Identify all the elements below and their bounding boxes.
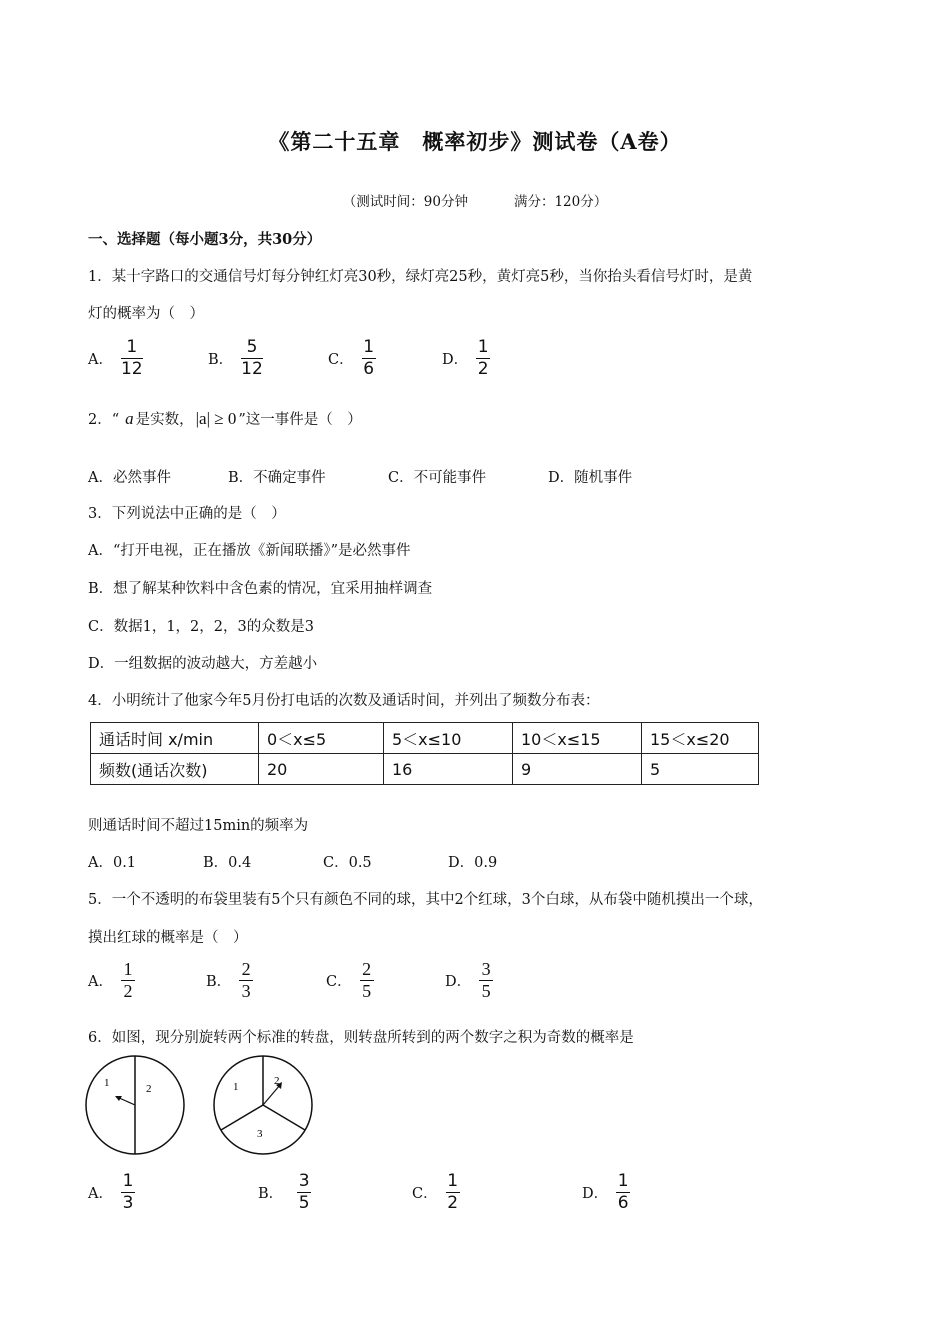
q6-option-a: A． $\frac{1}{3}$ bbox=[88, 1171, 134, 1213]
q3-option-b: B．想了解某种饮料中含色素的情况，宜采用抽样调查 bbox=[88, 581, 433, 597]
q1-option-b: B． $\frac{5}{12}$ bbox=[208, 337, 263, 379]
q3-option-a: A．“打开电视，正在播放《新闻联播》”是必然事件 bbox=[88, 543, 411, 559]
table-row bbox=[91, 723, 759, 754]
fraction: $\frac{1}{3}$ bbox=[122, 1171, 134, 1213]
table-cell: 频数(通话次数) bbox=[91, 754, 259, 785]
q6-option-b: B． $\frac{3}{5}$ bbox=[258, 1171, 310, 1213]
frequency-table bbox=[90, 722, 759, 785]
q5-option-d: D． $\frac{3}{5}$ bbox=[445, 960, 493, 1001]
spinner-two-sections bbox=[86, 1056, 184, 1154]
spinner2-label-2: 2 bbox=[274, 1075, 280, 1087]
table-cell: 10＜x≤15 bbox=[513, 723, 642, 754]
fraction: $\frac{1}{2}$ bbox=[121, 960, 135, 1001]
fraction: $\frac{2}{3}$ bbox=[239, 960, 253, 1001]
q4-stem: 4．小明统计了他家今年5月份打电话的次数及通话时间，并列出了频数分布表： bbox=[88, 693, 600, 709]
spinner1-label-1: 1 bbox=[104, 1077, 110, 1089]
q1-option-d: D． $\frac{1}{2}$ bbox=[442, 337, 489, 379]
q4-option-a: A．0.1 bbox=[88, 855, 137, 871]
section-heading: 一、选择题（每小题3分，共30分） bbox=[88, 231, 322, 248]
q5-option-b: B． $\frac{2}{3}$ bbox=[206, 960, 253, 1001]
spinner2-label-3: 3 bbox=[257, 1128, 263, 1140]
spinner-three-sections bbox=[214, 1056, 312, 1154]
q6-option-c: C． $\frac{1}{2}$ bbox=[412, 1171, 459, 1213]
q2-option-d: D．随机事件 bbox=[548, 470, 633, 486]
q3-stem: 3．下列说法中正确的是（ ） bbox=[88, 506, 286, 522]
q1-stem-line1: 1．某十字路口的交通信号灯每分钟红灯亮30秒，绿灯亮25秒，黄灯亮5秒，当你抬头看信号灯时，是黄 bbox=[88, 269, 753, 285]
q2-option-c: C．不可能事件 bbox=[388, 470, 487, 486]
q2-option-a: A．必然事件 bbox=[88, 470, 171, 486]
q1-option-a: A． $\frac{1}{12}$ bbox=[88, 337, 143, 379]
table-cell: 9 bbox=[513, 754, 642, 785]
fraction: $\frac{3}{5}$ bbox=[479, 960, 493, 1001]
test-time: （测试时间：90分钟 bbox=[342, 194, 468, 210]
q4-option-c: C．0.5 bbox=[323, 855, 372, 871]
fraction: $\frac{1}{2}$ bbox=[447, 1171, 459, 1213]
fraction: $\frac{5}{12}$ bbox=[241, 337, 263, 379]
q2-option-b: B．不确定事件 bbox=[228, 470, 326, 486]
fraction: $\frac{2}{5}$ bbox=[360, 960, 374, 1001]
test-info bbox=[0, 190, 950, 210]
table-cell: 通话时间 x/min bbox=[91, 723, 259, 754]
variable-a: a bbox=[125, 408, 134, 428]
table-cell: 20 bbox=[259, 754, 384, 785]
q6-option-d: D． $\frac{1}{6}$ bbox=[582, 1171, 629, 1213]
spinner2-label-1: 1 bbox=[233, 1081, 239, 1093]
table-cell: 16 bbox=[384, 754, 513, 785]
q3-option-c: C．数据1，1，2，2，3的众数是3 bbox=[88, 619, 314, 635]
q5-stem-line1: 5．一个不透明的布袋里装有5个只有颜色不同的球，其中2个红球，3个白球，从布袋中随机摸出一个球， bbox=[88, 892, 763, 908]
fraction: $\frac{1}{12}$ bbox=[120, 337, 143, 379]
table-cell: 15＜x≤20 bbox=[642, 723, 759, 754]
page-title: 《第二十五章 概率初步》测试卷（A卷） bbox=[268, 129, 682, 154]
spinner1-label-2: 2 bbox=[146, 1083, 152, 1095]
table-cell: 5＜x≤10 bbox=[384, 723, 513, 754]
q2-stem: 2．“ a 是实数， |a| ≥ 0 ”这一事件是（ ） bbox=[88, 408, 362, 428]
fraction: $\frac{1}{6}$ bbox=[363, 337, 375, 379]
q6-stem: 6．如图，现分别旋转两个标准的转盘，则转盘所转到的两个数字之积为奇数的概率是 bbox=[88, 1030, 634, 1046]
table-cell: 0＜x≤5 bbox=[259, 723, 384, 754]
q1-option-c: C． $\frac{1}{6}$ bbox=[328, 337, 375, 379]
fraction: $\frac{1}{6}$ bbox=[617, 1171, 629, 1213]
table-cell: 5 bbox=[642, 754, 759, 785]
q4-option-b: B．0.4 bbox=[203, 855, 252, 871]
table-row bbox=[91, 754, 759, 785]
q5-option-a: A． $\frac{1}{2}$ bbox=[88, 960, 135, 1001]
q1-stem-line2: 灯的概率为（ ） bbox=[88, 306, 204, 322]
q3-option-d: D．一组数据的波动越大，方差越小 bbox=[88, 656, 318, 672]
q5-option-c: C． $\frac{2}{5}$ bbox=[326, 960, 374, 1001]
full-score: 满分：120分） bbox=[513, 194, 608, 210]
q5-stem-line2: 摸出红球的概率是（ ） bbox=[88, 930, 248, 946]
spinner-figures bbox=[80, 1050, 340, 1160]
absolute-value-expression: |a| ≥ 0 bbox=[195, 408, 237, 428]
q4-after-table: 则通话时间不超过15min的频率为 bbox=[88, 818, 309, 834]
fraction: $\frac{3}{5}$ bbox=[298, 1171, 310, 1213]
fraction: $\frac{1}{2}$ bbox=[477, 337, 489, 379]
q4-option-d: D．0.9 bbox=[448, 855, 498, 871]
